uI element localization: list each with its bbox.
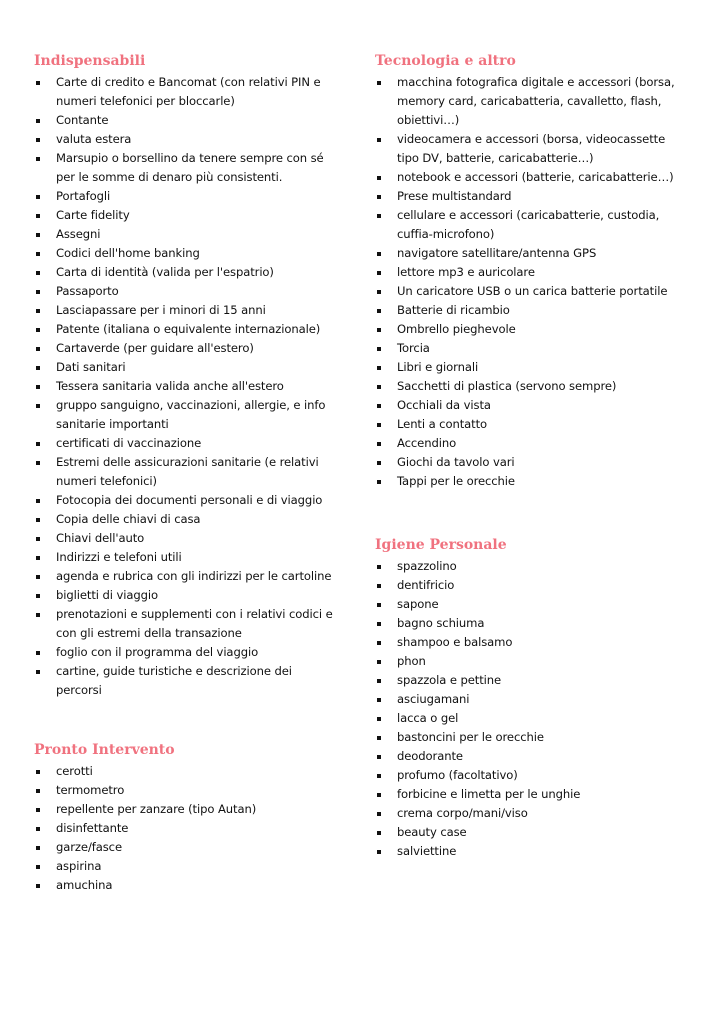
list-item: repellente per zanzare (tipo Autan) [34,800,334,819]
list-item: bastoncini per le orecchie [375,728,680,747]
heading-tecnologia: Tecnologia e altro [375,53,516,69]
list-item: aspirina [34,857,334,876]
list-item: Fotocopia dei documenti personali e di viaggio [34,491,334,510]
list-item: crema corpo/mani/viso [375,804,680,823]
list-item: Portafogli [34,187,334,206]
list-pronto-intervento [34,762,334,895]
list-item: Accendino [375,434,680,453]
list-item: lettore mp3 e auricolare [375,263,680,282]
list-item: biglietti di viaggio [34,586,334,605]
list-item: Lasciapassare per i minori di 15 anni [34,301,334,320]
list-item: Dati sanitari [34,358,334,377]
list-item: deodorante [375,747,680,766]
list-item: videocamera e accessori (borsa, videocassette tipo DV, batterie, caricabatterie…) [375,130,680,168]
list-item: phon [375,652,680,671]
list-item: Carta di identità (valida per l'espatrio) [34,263,334,282]
list-item: Tessera sanitaria valida anche all'estero [34,377,334,396]
list-indispensabili [34,73,334,700]
list-item: Sacchetti di plastica (servono sempre) [375,377,680,396]
list-item: cartine, guide turistiche e descrizione dei percorsi [34,662,334,700]
list-item: gruppo sanguigno, vaccinazioni, allergie, e info sanitarie importanti [34,396,334,434]
list-item: foglio con il programma del viaggio [34,643,334,662]
heading-igiene-personale: Igiene Personale [375,537,507,553]
list-item: Batterie di ricambio [375,301,680,320]
list-tecnologia [375,73,680,491]
list-item: agenda e rubrica con gli indirizzi per le cartoline [34,567,334,586]
list-item: Estremi delle assicurazioni sanitarie (e relativi numeri telefonici) [34,453,334,491]
list-item: Passaporto [34,282,334,301]
list-item: Lenti a contatto [375,415,680,434]
list-item: Codici dell'home banking [34,244,334,263]
list-item: Prese multistandard [375,187,680,206]
list-item: valuta estera [34,130,334,149]
list-item: Giochi da tavolo vari [375,453,680,472]
list-igiene-personale [375,557,680,861]
list-item: Torcia [375,339,680,358]
left-column [34,52,334,895]
list-item: Copia delle chiavi di casa [34,510,334,529]
list-item: Carte di credito e Bancomat (con relativi PIN e numeri telefonici per bloccarle) [34,73,334,111]
heading-indispensabili: Indispensabili [34,53,146,69]
list-item: Contante [34,111,334,130]
list-item: spazzola e pettine [375,671,680,690]
list-item: sapone [375,595,680,614]
list-item: macchina fotografica digitale e accessori (borsa, memory card, caricabatteria, cavalletto, flash, obiettivi…) [375,73,680,130]
list-item: Cartaverde (per guidare all'estero) [34,339,334,358]
list-item: Patente (italiana o equivalente internazionale) [34,320,334,339]
list-item: Libri e giornali [375,358,680,377]
list-item: forbicine e limetta per le unghie [375,785,680,804]
list-item: Tappi per le orecchie [375,472,680,491]
list-item: bagno schiuma [375,614,680,633]
section-igiene-personale [375,536,680,861]
section-indispensabili [34,52,334,700]
list-item: cellulare e accessori (caricabatterie, custodia, cuffia-microfono) [375,206,680,244]
list-item: Chiavi dell'auto [34,529,334,548]
list-item: amuchina [34,876,334,895]
list-item: navigatore satellitare/antenna GPS [375,244,680,263]
heading-pronto-intervento: Pronto Intervento [34,742,175,758]
list-item: cerotti [34,762,334,781]
list-item: Ombrello pieghevole [375,320,680,339]
list-item: garze/fasce [34,838,334,857]
list-item: certificati di vaccinazione [34,434,334,453]
list-item: shampoo e balsamo [375,633,680,652]
list-item: salviettine [375,842,680,861]
list-item: termometro [34,781,334,800]
list-item: prenotazioni e supplementi con i relativi codici e con gli estremi della transazione [34,605,334,643]
right-column [375,52,680,861]
list-item: Assegni [34,225,334,244]
section-tecnologia [375,52,680,491]
list-item: beauty case [375,823,680,842]
list-item: Marsupio o borsellino da tenere sempre con sé per le somme di denaro più consistenti. [34,149,334,187]
list-item: Indirizzi e telefoni utili [34,548,334,567]
list-item: lacca o gel [375,709,680,728]
list-item: disinfettante [34,819,334,838]
list-item: notebook e accessori (batterie, caricabatterie…) [375,168,680,187]
list-item: Un caricatore USB o un carica batterie portatile [375,282,680,301]
list-item: Occhiali da vista [375,396,680,415]
list-item: profumo (facoltativo) [375,766,680,785]
list-item: dentifricio [375,576,680,595]
section-pronto-intervento [34,741,334,895]
list-item: asciugamani [375,690,680,709]
list-item: spazzolino [375,557,680,576]
list-item: Carte fidelity [34,206,334,225]
